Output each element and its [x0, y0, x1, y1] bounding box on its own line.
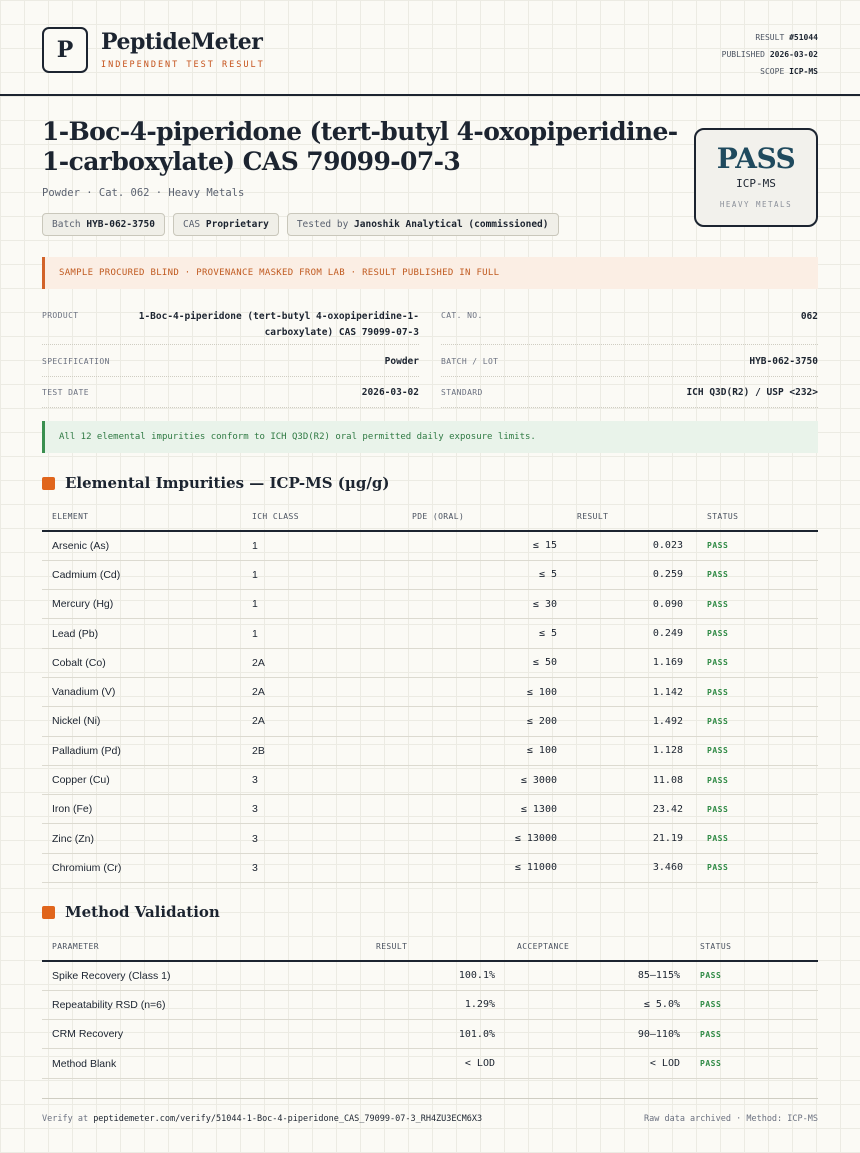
pde-limit: ≤ 30	[402, 590, 567, 619]
impurity-row	[42, 707, 818, 736]
impurity-row	[42, 531, 818, 560]
status-badge: PASS	[697, 707, 818, 736]
col-parameter: PARAMETER	[42, 933, 312, 961]
col-val-status: STATUS	[690, 933, 818, 961]
validation-header-row	[42, 933, 818, 961]
pde-limit: ≤ 5	[402, 560, 567, 589]
status-badge: PASS	[690, 961, 818, 990]
result-number: #51044	[789, 33, 818, 42]
element-name: Chromium (Cr)	[42, 853, 242, 882]
impurities-table	[42, 503, 818, 883]
pde-limit: ≤ 1300	[402, 795, 567, 824]
footer	[42, 1098, 818, 1124]
result-value: 0.259	[567, 560, 697, 589]
status-badge: PASS	[697, 824, 818, 853]
status-badge: PASS	[697, 736, 818, 765]
col-val-result: RESULT	[312, 933, 505, 961]
status-badge: PASS	[697, 560, 818, 589]
parameter-name: Spike Recovery (Class 1)	[42, 961, 312, 990]
impurity-row	[42, 824, 818, 853]
element-name: Cobalt (Co)	[42, 648, 242, 677]
ich-class: 3	[242, 795, 402, 824]
verify-link[interactable]: peptidemeter.com/verify/51044-1-Boc-4-piperidone_CAS_79099-07-3_RH4ZU3ECM6X3	[93, 1114, 483, 1124]
element-name: Iron (Fe)	[42, 795, 242, 824]
impurity-row	[42, 590, 818, 619]
impurity-row	[42, 619, 818, 648]
ich-class: 2A	[242, 707, 402, 736]
impurity-row	[42, 795, 818, 824]
element-name: Vanadium (V)	[42, 677, 242, 706]
element-name: Zinc (Zn)	[42, 824, 242, 853]
ich-class: 3	[242, 824, 402, 853]
pde-limit: ≤ 200	[402, 707, 567, 736]
tested-by-pill: Tested by Janoshik Analytical (commissioned)	[287, 213, 559, 236]
section-marker-icon	[42, 906, 55, 919]
status-badge: PASS	[697, 590, 818, 619]
page-subtitle: Powder · Cat. 062 · Heavy Metals	[42, 187, 245, 199]
status-badge: PASS	[690, 990, 818, 1019]
page-title: 1-Boc-4-piperidone (tert-butyl 4-oxopiperidine-1-carboxylate) CAS 79099-07-3	[42, 117, 678, 176]
ich-class: 1	[242, 590, 402, 619]
col-result: RESULT	[567, 503, 697, 531]
impurity-row	[42, 560, 818, 589]
element-name: Lead (Pb)	[42, 619, 242, 648]
element-name: Nickel (Ni)	[42, 707, 242, 736]
pde-limit: ≤ 50	[402, 648, 567, 677]
validation-table	[42, 933, 818, 1079]
info-standard: STANDARD ICH Q3D(R2) / USP <232>	[441, 384, 818, 408]
published-date: 2026-03-02	[769, 50, 818, 59]
ich-class: 1	[242, 560, 402, 589]
header	[0, 0, 860, 96]
info-specification: SPECIFICATION Powder	[42, 353, 419, 377]
col-ich-class: ICH CLASS	[242, 503, 402, 531]
impurity-row	[42, 853, 818, 882]
pde-limit: ≤ 11000	[402, 853, 567, 882]
element-name: Cadmium (Cd)	[42, 560, 242, 589]
impurity-row	[42, 677, 818, 706]
impurity-row	[42, 736, 818, 765]
acceptance-range: 85–115%	[505, 961, 690, 990]
info-product: PRODUCT 1-Boc-4-piperidone (tert-butyl 4-oxopiperidine-1-carboxylate) CAS 79099-07-3	[42, 307, 419, 345]
result-value: 1.128	[567, 736, 697, 765]
col-acceptance: ACCEPTANCE	[505, 933, 690, 961]
result-value: 11.08	[567, 765, 697, 794]
validation-result: 101.0%	[312, 1020, 505, 1049]
validation-row	[42, 1049, 818, 1078]
brand-tagline: INDEPENDENT TEST RESULT	[101, 60, 265, 70]
acceptance-range: < LOD	[505, 1049, 690, 1078]
status-badge: PASS	[690, 1020, 818, 1049]
validation-row	[42, 961, 818, 990]
section-marker-icon	[42, 477, 55, 490]
result-value: 0.090	[567, 590, 697, 619]
validation-result: 100.1%	[312, 961, 505, 990]
pde-limit: ≤ 3000	[402, 765, 567, 794]
logo-mark: P	[42, 27, 88, 73]
pde-limit: ≤ 15	[402, 531, 567, 560]
info-test-date: TEST DATE 2026-03-02	[42, 384, 419, 408]
ich-class: 1	[242, 531, 402, 560]
result-value: 0.023	[567, 531, 697, 560]
col-status: STATUS	[697, 503, 818, 531]
result-label: RESULT	[755, 33, 785, 42]
verify-label: Verify at	[42, 1114, 89, 1124]
status-badge: PASS	[697, 531, 818, 560]
status-badge: PASS	[697, 795, 818, 824]
validation-result: < LOD	[312, 1049, 505, 1078]
pde-limit: ≤ 13000	[402, 824, 567, 853]
info-cat-no: CAT. NO. 062	[441, 307, 818, 345]
element-name: Palladium (Pd)	[42, 736, 242, 765]
footer-note: Raw data archived · Method: ICP-MS	[644, 1114, 818, 1124]
brand-name: PeptideMeter	[101, 29, 263, 55]
result-value: 3.460	[567, 853, 697, 882]
impurity-row	[42, 765, 818, 794]
pill-row	[42, 213, 559, 236]
status-badge: PASS	[697, 677, 818, 706]
ich-class: 2A	[242, 648, 402, 677]
result-value: 1.169	[567, 648, 697, 677]
ich-class: 3	[242, 765, 402, 794]
parameter-name: CRM Recovery	[42, 1020, 312, 1049]
ich-class: 3	[242, 853, 402, 882]
published-label: PUBLISHED	[721, 50, 765, 59]
info-batch-lot: BATCH / LOT HYB-062-3750	[441, 353, 818, 377]
impurities-header-row	[42, 503, 818, 531]
stamp-method: ICP-MS	[736, 177, 776, 190]
result-meta	[722, 29, 818, 80]
impurity-row	[42, 648, 818, 677]
status-badge: PASS	[697, 648, 818, 677]
element-name: Copper (Cu)	[42, 765, 242, 794]
result-value: 0.249	[567, 619, 697, 648]
impurities-section-title: Elemental Impurities — ICP-MS (µg/g)	[42, 474, 389, 492]
stamp-scope: HEAVY METALS	[719, 200, 793, 209]
result-value: 21.19	[567, 824, 697, 853]
status-badge: PASS	[697, 619, 818, 648]
stamp-verdict: PASS	[716, 142, 796, 175]
ich-class: 1	[242, 619, 402, 648]
parameter-name: Repeatability RSD (n=6)	[42, 990, 312, 1019]
ich-class: 2A	[242, 677, 402, 706]
status-badge: PASS	[697, 765, 818, 794]
element-name: Arsenic (As)	[42, 531, 242, 560]
element-name: Mercury (Hg)	[42, 590, 242, 619]
validation-result: 1.29%	[312, 990, 505, 1019]
acceptance-range: 90–110%	[505, 1020, 690, 1049]
procurement-banner: SAMPLE PROCURED BLIND · PROVENANCE MASKED FROM LAB · RESULT PUBLISHED IN FULL	[42, 257, 818, 289]
pde-limit: ≤ 5	[402, 619, 567, 648]
validation-section-title: Method Validation	[42, 903, 220, 921]
conformance-banner: All 12 elemental impurities conform to ICH Q3D(R2) oral permitted daily exposure limits.	[42, 421, 818, 453]
scope-value: ICP-MS	[789, 67, 818, 76]
result-value: 23.42	[567, 795, 697, 824]
pde-limit: ≤ 100	[402, 736, 567, 765]
validation-row	[42, 1020, 818, 1049]
result-value: 1.492	[567, 707, 697, 736]
batch-pill: Batch HYB-062-3750	[42, 213, 165, 236]
parameter-name: Method Blank	[42, 1049, 312, 1078]
col-pde: PDE (ORAL)	[402, 503, 567, 531]
ich-class: 2B	[242, 736, 402, 765]
pde-limit: ≤ 100	[402, 677, 567, 706]
pass-stamp	[694, 128, 818, 227]
status-badge: PASS	[697, 853, 818, 882]
status-badge: PASS	[690, 1049, 818, 1078]
result-value: 1.142	[567, 677, 697, 706]
col-element: ELEMENT	[42, 503, 242, 531]
validation-row	[42, 990, 818, 1019]
scope-label: SCOPE	[760, 67, 785, 76]
acceptance-range: ≤ 5.0%	[505, 990, 690, 1019]
cas-pill: CAS Proprietary	[173, 213, 279, 236]
